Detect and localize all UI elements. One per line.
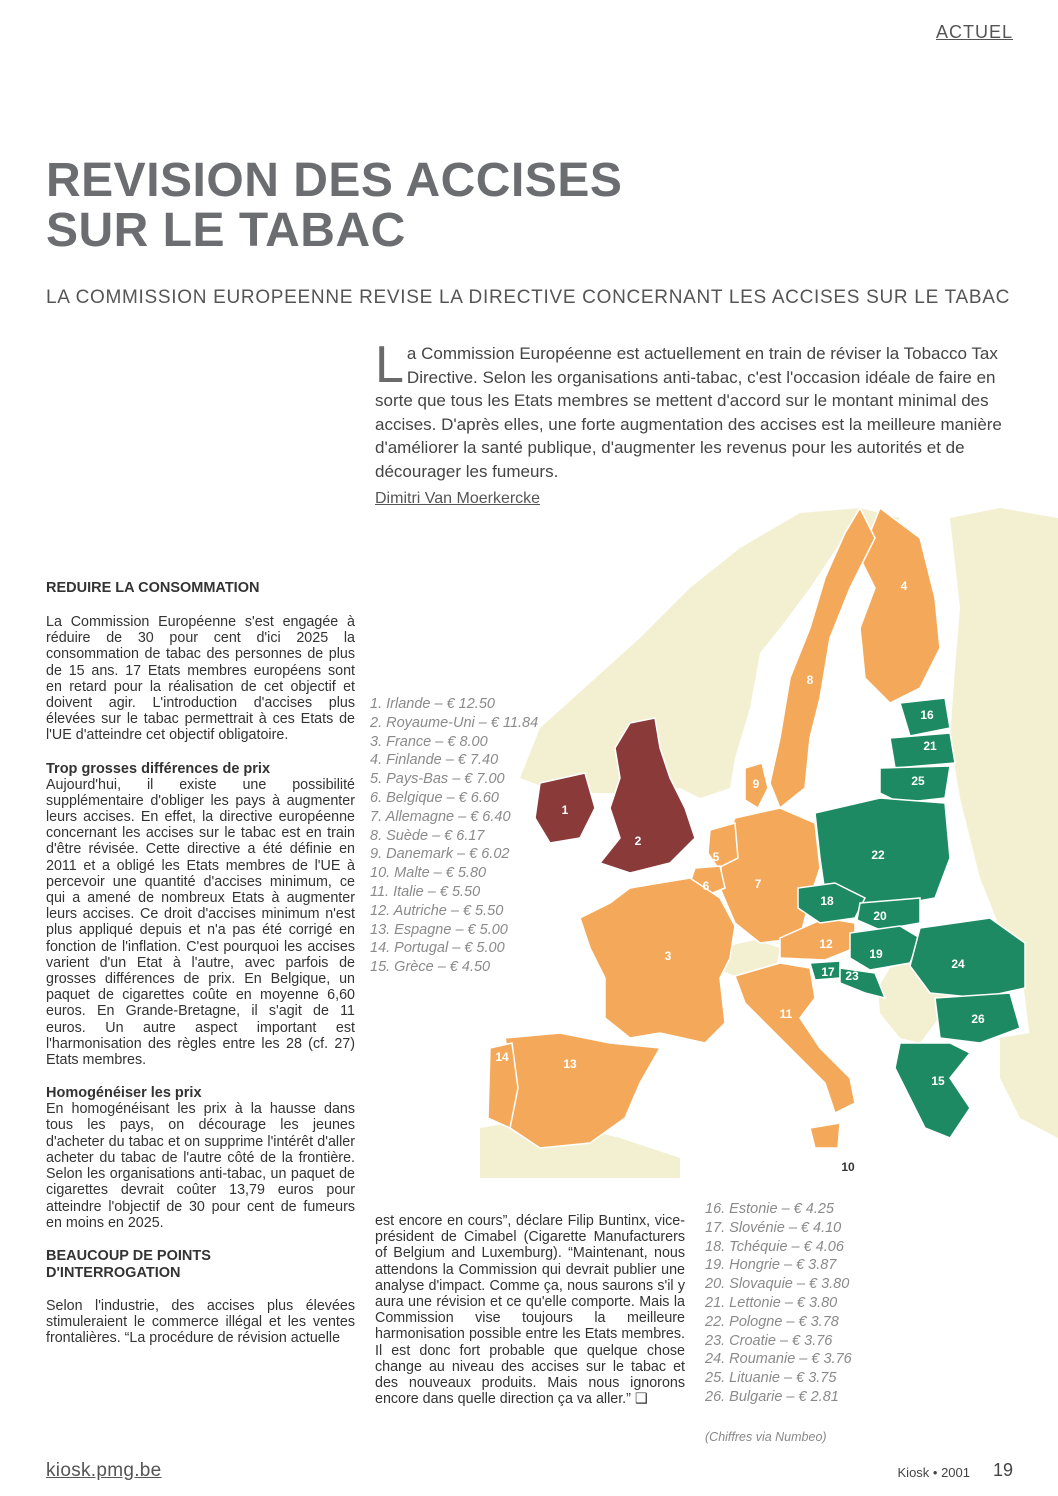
turkey-shape	[1000, 1028, 1058, 1138]
label-3: 3	[664, 949, 672, 963]
title-line-2: SUR LE TABAC	[46, 204, 406, 257]
country-france	[580, 878, 735, 1043]
legend-item: 22. Pologne – € 3.78	[705, 1313, 839, 1330]
label-25: 25	[911, 774, 925, 788]
article-intro	[375, 336, 1007, 483]
label-13: 13	[563, 1057, 577, 1071]
legend-item: 12. Autriche – € 5.50	[370, 902, 504, 919]
legend-item: 21. Lettonie – € 3.80	[705, 1294, 838, 1311]
legend-item: 24. Roumanie – € 3.76	[705, 1351, 852, 1368]
label-7: 7	[754, 877, 762, 891]
legend-item: 16. Estonie – € 4.25	[705, 1201, 834, 1217]
author-byline[interactable]: Dimitri Van Moerkercke	[375, 490, 541, 507]
legend-item: 2. Royaume-Uni – € 11.84	[370, 714, 539, 731]
page-number: 19	[992, 1460, 1013, 1480]
title-line-1: REVISION DES ACCISES	[46, 154, 623, 207]
article-continuation	[375, 1213, 685, 1407]
label-12: 12	[819, 937, 833, 951]
label-26: 26	[971, 1012, 985, 1026]
section-heading	[46, 1248, 355, 1282]
continuation-text: est encore en cours”, déclare Filip Buntinx, vice-président de Cimabel (Cigarette Manufacturers of Belgium and Luxemburg). “Maintenant, nous attendons la Commission qui devrait publier une analyse d'impact. Comme ça, nous saurons s'il y aura une révision et ce qu'elle comporte. Mais la Commission vise toujours la meilleure harmonisation possible entre les Etats membres. Il est donc fort probable que quelque chose change au niveau des accises sur le tabac et des nouveaux produits. Mais nous ignorons encore dans quelle direction ça va aller.” ❑	[375, 1213, 685, 1408]
label-15: 15	[931, 1074, 945, 1088]
map-legend-left	[370, 695, 538, 977]
label-1: 1	[561, 803, 569, 817]
section-label: ACTUEL	[935, 22, 1013, 42]
label-5: 5	[712, 850, 720, 864]
footer-magazine: Kiosk • 2001	[897, 1465, 970, 1480]
article-title	[46, 156, 622, 256]
section-body: Selon l'industrie, des accises plus élevées stimuleraient le commerce illégal et les ventes frontalières. “La procédure de révision actuelle	[46, 1297, 355, 1347]
section-body: Aujourd'hui, il existe une possibilité supplémentaire d'obliger les pays à augmenter leurs accises. En effet, la directive européenne concernant les accises sur le tabac est en train d'être révisée. Cette directive a été définie en 2011 et a obligé les Etats membres de l'UE à percevoir une quantité d'accises minimum, ce qui a amené de nombreux Etats à augmenter leurs accises. Ce droit d'accises minimum n'est plus appliqué depuis et n'a pas été corrigé en fonction de l'inflation. C'est pourquoi les accises varient d'un Etat à l'autre, avec parfois de grosses différences de prix. En Belgique, un paquet de cigarettes coûte en moyenne 6,60 euros. En Grande-Bretagne, il s'agit de 11 euros. Un autre aspect important est l'harmonisation des règles entre les 28 (cf. 27) Etats membres.	[46, 776, 355, 1069]
country-hungary	[850, 926, 920, 970]
legend-item: 1. Irlande – € 12.50	[370, 696, 495, 712]
legend-item: 4. Finlande – € 7.40	[370, 752, 499, 769]
europe-map	[480, 478, 1058, 1178]
legend-item: 11. Italie – € 5.50	[370, 883, 481, 900]
section-subheading: Homogénéiser les prix	[46, 1085, 202, 1102]
label-18: 18	[820, 894, 834, 908]
label-16: 16	[920, 708, 934, 722]
article-subtitle: LA COMMISSION EUROPEENNE REVISE LA DIRECTIVE CONCERNANT LES ACCISES SUR LE TABAC	[46, 287, 1011, 308]
legend-item: 10. Malte – € 5.80	[370, 865, 487, 882]
legend-item: 19. Hongrie – € 3.87	[705, 1257, 837, 1274]
label-24: 24	[951, 957, 965, 971]
legend-item: 23. Croatie – € 3.76	[705, 1332, 833, 1349]
section-heading: REDUIRE LA CONSOMMATION	[46, 580, 260, 596]
footer-website-link[interactable]: kiosk.pmg.be	[46, 1460, 162, 1481]
label-8: 8	[806, 673, 814, 687]
legend-item: 25. Lituanie – € 3.75	[705, 1370, 837, 1387]
legend-item: 17. Slovénie – € 4.10	[705, 1219, 842, 1236]
country-slovakia	[857, 898, 920, 930]
map-legend-right	[705, 1200, 852, 1407]
legend-item: 18. Tchéquie – € 4.06	[705, 1238, 844, 1255]
label-20: 20	[873, 909, 887, 923]
legend-item: 20. Slovaquie – € 3.80	[705, 1276, 850, 1293]
label-10: 10	[841, 1160, 855, 1174]
label-11: 11	[779, 1007, 793, 1021]
country-greece	[895, 1043, 970, 1138]
legend-item: 6. Belgique – € 6.60	[370, 789, 499, 806]
country-spain	[505, 1033, 660, 1148]
label-21: 21	[923, 739, 937, 753]
heading-line-2: D'INTERROGATION	[46, 1264, 181, 1281]
map-svg	[480, 478, 1058, 1178]
heading-line-1: BEAUCOUP DE POINTS	[46, 1247, 211, 1264]
label-17: 17	[821, 965, 835, 979]
label-14: 14	[495, 1050, 509, 1064]
article-left-column	[46, 580, 355, 1347]
label-22: 22	[871, 848, 885, 862]
section-body: La Commission Européenne s'est engagée à réduire de 30 pour cent d'ici 2025 la consommation de tabac des personnes de plus de 15 ans. 17 Etats membres européens sont en retard pour la réalisation de cet objectif et doivent agir. L'introduction d'accises plus élevées sur le tabac permettrait à ces Etats de l'UE d'atteindre cet objectif obligatoire.	[46, 614, 355, 744]
section-body: En homogénéisant les prix à la hausse dans tous les pays, on décourage les jeunes d'acheter du tabac et on supprime l'intérêt d'aller acheter du tabac de l'autre côté de la frontière. Selon les organisations anti-tabac, un paquet de cigarettes devrait coûter 13,79 euros pour atteindre l'objectif de 30 pour cent de fumeurs en moins en 2025.	[46, 1101, 355, 1231]
intro-text: a Commission Européenne est actuellement en train de réviser la Tobacco Tax Directive. Selon les organisations anti-tabac, c'est l'occasion idéale de faire en sorte que tous les Etats membres se mettent d'accord sur le montant minimal des accises. D'après elles, une forte augmentation des accises est la meilleure manière d'améliorer la santé publique, d'augmenter les revenus pour les autorités et de décourager les fumeurs.	[375, 344, 1002, 481]
legend-item: 9. Danemark – € 6.02	[370, 846, 510, 863]
section-subheading: Trop grosses différences de prix	[46, 760, 271, 777]
drop-cap: L	[375, 336, 404, 394]
legend-item: 7. Allemagne – € 6.40	[370, 808, 511, 825]
legend-item: 15. Grèce – € 4.50	[370, 959, 491, 976]
label-4: 4	[900, 579, 908, 593]
legend-item: 26. Bulgarie – € 2.81	[705, 1388, 839, 1405]
label-6: 6	[702, 879, 710, 893]
label-23: 23	[845, 969, 859, 983]
legend-item: 13. Espagne – € 5.00	[370, 921, 508, 938]
label-19: 19	[869, 947, 883, 961]
legend-item: 14. Portugal – € 5.00	[370, 940, 505, 957]
country-romania	[910, 918, 1025, 998]
country-italy	[735, 963, 855, 1148]
label-2: 2	[634, 834, 642, 848]
legend-item: 3. France – € 8.00	[370, 733, 488, 750]
label-9: 9	[752, 777, 760, 791]
legend-item: 5. Pays-Bas – € 7.00	[370, 771, 505, 788]
source-note: (Chiffres via Numbeo)	[705, 1430, 827, 1444]
legend-item: 8. Suède – € 6.17	[370, 827, 485, 844]
